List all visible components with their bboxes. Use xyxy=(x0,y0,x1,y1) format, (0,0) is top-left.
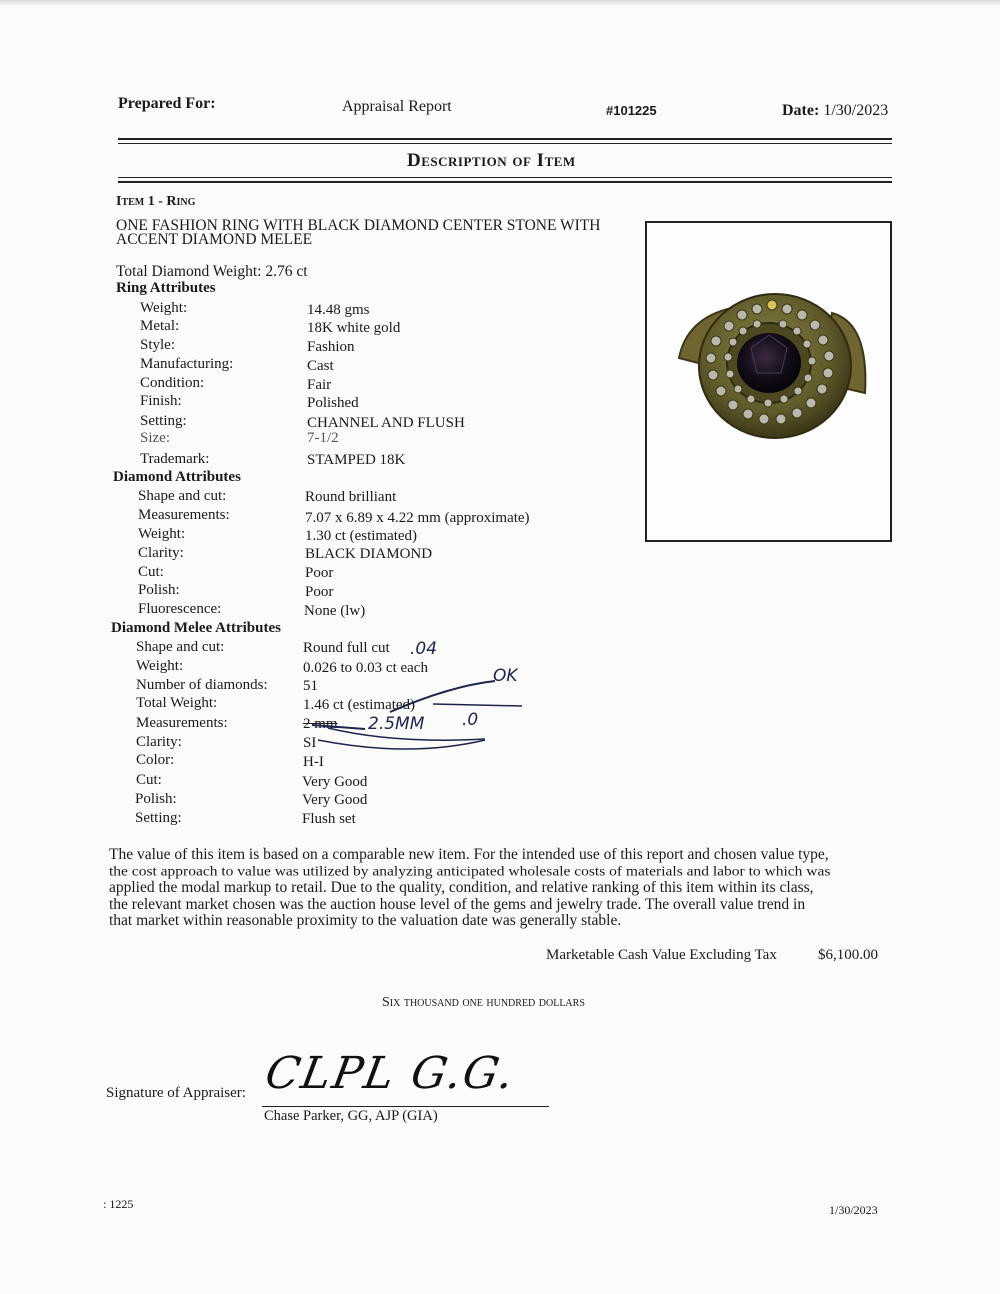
section-rule-top xyxy=(118,177,892,178)
section-rule-bottom xyxy=(118,181,892,183)
value-label: Marketable Cash Value Excluding Tax xyxy=(546,947,777,963)
item-heading: Item 1 - Ring xyxy=(116,194,196,209)
total-diamond-weight: Total Diamond Weight: 2.76 ct xyxy=(116,263,308,280)
melee-setting-label: Setting: xyxy=(135,810,182,826)
ring-attributes-heading: Ring Attributes xyxy=(116,280,216,296)
melee-count-value: 51 xyxy=(303,678,318,694)
report-title: Appraisal Report xyxy=(342,98,452,115)
value-amount: $6,100.00 xyxy=(818,947,878,963)
ring-weight-value: 14.48 gms xyxy=(307,302,370,318)
melee-total-weight-label: Total Weight: xyxy=(136,695,218,711)
melee-color-label: Color: xyxy=(136,752,175,768)
ring-photo xyxy=(647,223,890,540)
handwritten-measure-note: 2.5MM xyxy=(368,714,425,734)
value-in-words: Six thousand one hundred dollars xyxy=(382,995,585,1010)
section-title: Description of Item xyxy=(407,150,576,171)
diamond-weight-label: Weight: xyxy=(138,526,186,542)
ring-trademark-value: STAMPED 18K xyxy=(307,452,406,468)
item-description-line1: ONE FASHION RING WITH BLACK DIAMOND CENTER STONE WITH xyxy=(116,217,601,234)
diamond-polish-label: Polish: xyxy=(138,582,180,598)
ring-setting-value: CHANNEL AND FLUSH xyxy=(307,415,465,431)
melee-polish-label: Polish: xyxy=(135,791,177,807)
ring-metal-label: Metal: xyxy=(140,318,180,334)
ring-setting-label: Setting: xyxy=(140,413,187,429)
melee-measurements-value: 2 mm xyxy=(303,716,338,732)
ring-manufacturing-value: Cast xyxy=(307,358,334,374)
valuation-line-3: applied the modal markup to retail. Due to the quality, condition, and relative ranking of this item within its class, xyxy=(109,879,814,896)
melee-cut-label: Cut: xyxy=(136,772,162,788)
ring-photo-frame xyxy=(645,221,892,542)
ring-style-value: Fashion xyxy=(307,339,355,355)
melee-attributes-heading: Diamond Melee Attributes xyxy=(111,620,281,636)
signature-line xyxy=(262,1106,549,1107)
date-value: 1/30/2023 xyxy=(823,102,889,119)
melee-color-value: H-I xyxy=(303,754,324,770)
scan-edge xyxy=(0,0,1000,6)
ring-condition-label: Condition: xyxy=(140,375,205,391)
melee-setting-value: Flush set xyxy=(302,811,356,827)
signature-script: CLPL G.G. xyxy=(261,1048,520,1099)
ring-weight-label: Weight: xyxy=(140,300,188,316)
footer-date: 1/30/2023 xyxy=(829,1203,878,1217)
ring-size-label: Size: xyxy=(140,430,170,442)
prepared-for-label: Prepared For: xyxy=(118,95,216,112)
diamond-attributes-heading: Diamond Attributes xyxy=(113,469,241,485)
diamond-cut-label: Cut: xyxy=(138,564,164,580)
valuation-line-4: the relevant market chosen was the auction house level of the gems and jewelry trade. The overall value trend in xyxy=(109,896,806,913)
melee-polish-value: Very Good xyxy=(302,792,368,808)
ring-style-label: Style: xyxy=(140,337,176,353)
melee-clarity-label: Clarity: xyxy=(136,734,182,750)
ring-metal-value: 18K white gold xyxy=(307,320,401,336)
report-number: #101225 xyxy=(606,103,657,118)
melee-clarity-value: SI xyxy=(303,735,317,751)
diamond-cut-value: Poor xyxy=(305,565,334,581)
header-rule-bottom xyxy=(118,143,892,144)
ring-finish-value: Polished xyxy=(307,395,359,411)
ring-condition-value: Fair xyxy=(307,377,332,393)
item-description-line2: ACCENT DIAMOND MELEE xyxy=(116,231,313,248)
footer-reference: : 1225 xyxy=(103,1197,134,1211)
diamond-shape-value: Round brilliant xyxy=(305,489,397,505)
ring-trademark-label: Trademark: xyxy=(140,451,210,467)
melee-shape-value: Round full cut xyxy=(303,640,390,656)
handwritten-strokes xyxy=(290,660,540,760)
diamond-measurements-label: Measurements: xyxy=(138,507,230,523)
melee-weight-value: 0.026 to 0.03 ct each xyxy=(303,660,428,676)
diamond-shape-label: Shape and cut: xyxy=(138,488,227,504)
diamond-fluorescence-label: Fluorescence: xyxy=(138,601,222,617)
diamond-clarity-value: BLACK DIAMOND xyxy=(305,546,433,562)
melee-cut-value: Very Good xyxy=(302,774,368,790)
melee-shape-label: Shape and cut: xyxy=(136,639,225,655)
diamond-clarity-label: Clarity: xyxy=(138,545,184,561)
diamond-measurements-value: 7.07 x 6.89 x 4.22 mm (approximate) xyxy=(305,510,530,526)
ring-size-value: 7-1/2 xyxy=(307,430,339,442)
diamond-polish-value: Poor xyxy=(305,584,334,600)
valuation-line-5: that market within reasonable proximity to the valuation date was generally stable. xyxy=(109,912,622,929)
melee-count-label: Number of diamonds: xyxy=(136,677,268,693)
handwritten-ok-note: OK xyxy=(493,666,518,686)
melee-total-weight-value: 1.46 ct (estimated) xyxy=(303,697,416,713)
valuation-line-1: The value of this item is based on a comparable new item. For the intended use of this report and chosen value type, xyxy=(109,846,829,863)
signature-label: Signature of Appraiser: xyxy=(106,1085,246,1101)
handwritten-dot-note: .0 xyxy=(462,710,479,730)
handwritten-shape-note: .04 xyxy=(410,639,438,659)
melee-weight-label: Weight: xyxy=(136,658,184,674)
ring-manufacturing-label: Manufacturing: xyxy=(140,356,234,372)
diamond-fluorescence-value: None (lw) xyxy=(304,603,366,619)
header-rule-top xyxy=(118,138,892,140)
melee-measurements-label: Measurements: xyxy=(136,715,228,731)
ring-finish-label: Finish: xyxy=(140,393,182,409)
valuation-line-2: the cost approach to value was utilized by analyzing anticipated wholesale costs of materials and labor to which was xyxy=(109,864,831,879)
date-label: Date: xyxy=(782,102,820,119)
diamond-weight-value: 1.30 ct (estimated) xyxy=(305,528,418,544)
appraiser-name: Chase Parker, GG, AJP (GIA) xyxy=(264,1108,438,1124)
